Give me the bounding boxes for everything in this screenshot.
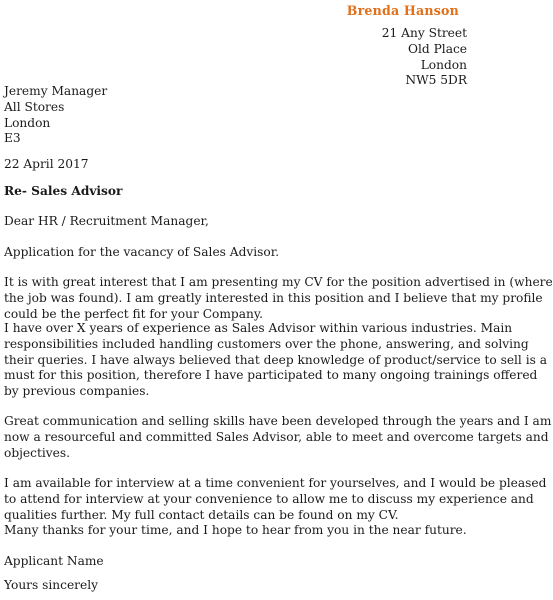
- salutation: Dear HR / Recruitment Manager,: [4, 214, 209, 228]
- paragraph-line: I have over X years of experience as Sales Advisor within various industries. Main: [4, 321, 513, 335]
- paragraph-line: responsibilities included handling customers over the phone, answering, and solving: [4, 336, 529, 351]
- paragraph-line: must for this position, therefore I have participated to many ongoing trainings offered: [4, 368, 538, 383]
- paragraph-availability: [4, 476, 547, 539]
- paragraph-line: their queries. I have always believed that deep knowledge of product/service to sell is a: [4, 352, 547, 367]
- sender-address-line: 21 Any Street: [381, 26, 467, 40]
- paragraph-interest: [4, 275, 553, 322]
- paragraph-line: to attend for interview at your convenience to allow me to discuss my experience and: [4, 491, 534, 506]
- recipient-line: London: [4, 115, 51, 130]
- signoff: Yours sincerely: [4, 578, 98, 592]
- paragraph-line: qualities further. My full contact details can be found on my CV.: [4, 507, 399, 522]
- paragraph-line: now a resourceful and committed Sales Advisor, able to meet and overcome targets and: [4, 429, 549, 444]
- sender-address: [382, 26, 467, 89]
- paragraph-line: the job was found). I am greatly interested in this position and I believe that my profile: [4, 290, 543, 305]
- paragraph-line: could be the perfect fit for your Company.: [4, 306, 263, 321]
- paragraph-skills: [4, 414, 552, 461]
- paragraph-experience: [4, 321, 547, 400]
- paragraph-line: objectives.: [4, 445, 70, 460]
- sender-address-line: Old Place: [408, 41, 467, 56]
- recipient-address: [4, 84, 469, 147]
- paragraph-line: I am available for interview at a time convenient for yourselves, and I would be pleased: [4, 476, 547, 490]
- recipient-line: E3: [4, 131, 21, 146]
- paragraph-line: Many thanks for your time, and I hope to hear from you in the near future.: [4, 523, 467, 538]
- letter-date: 22 April 2017: [4, 157, 89, 171]
- paragraph-line: Application for the vacancy of Sales Advisor.: [4, 245, 280, 259]
- sender-address-line: NW5 5DR: [405, 73, 467, 88]
- sender-name: Brenda Hanson: [346, 3, 459, 18]
- sender-address-line: London: [420, 57, 467, 72]
- paragraph-line: by previous companies.: [4, 384, 150, 399]
- paragraph-line: It is with great interest that I am presenting my CV for the position advertised in (where: [4, 275, 553, 289]
- recipient-line: All Stores: [4, 99, 65, 114]
- subject-line: Re- Sales Advisor: [4, 184, 123, 198]
- paragraph-line: Great communication and selling skills have been developed through the years and I am: [4, 414, 552, 428]
- applicant-name: Applicant Name: [4, 554, 104, 568]
- recipient-line: Jeremy Manager: [4, 84, 108, 98]
- paragraph-application: [4, 245, 469, 261]
